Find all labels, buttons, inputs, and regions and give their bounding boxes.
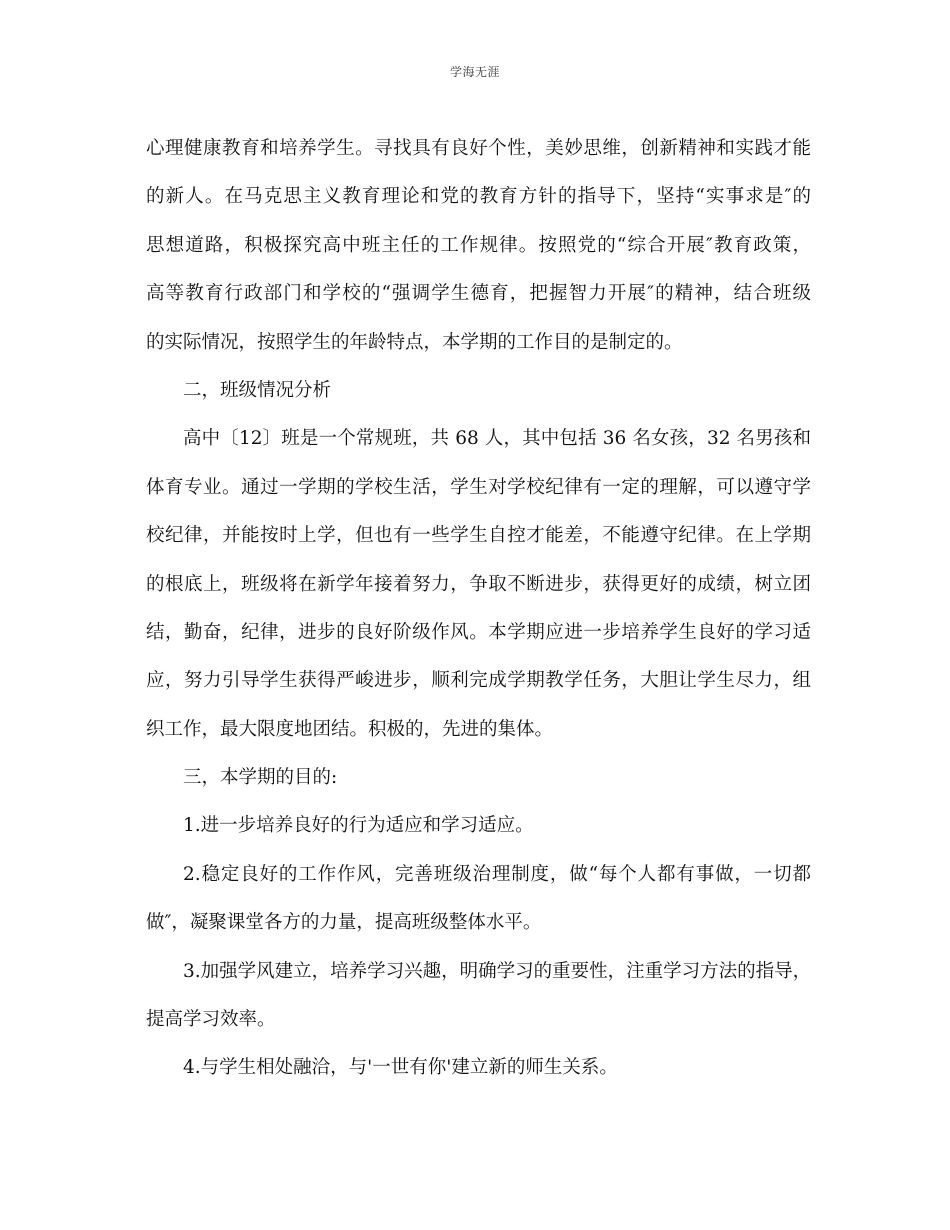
- text-line: 结，勤奋，纪律，进步的良好阶级作风。本学期应进一步培养学生良好的学习适: [146, 621, 811, 643]
- text-line: 思想道路，积极探究高中班主任的工作规律。按照党的“综合开展″教育政策，: [146, 234, 811, 256]
- text-line: 做″，凝聚课堂各方的力量，提高班级整体水平。: [146, 912, 542, 934]
- section-heading: 三，本学期的目的:: [183, 767, 338, 789]
- list-item: 1.进一步培养良好的行为适应和学习适应。: [183, 815, 534, 837]
- text-line: 的实际情况，按照学生的年龄特点，本学期的工作目的是制定的。: [146, 331, 683, 353]
- list-item: 4.与学生相处融洽，与'一世有你'建立新的师生关系。: [183, 1057, 618, 1079]
- text-line: 心理健康教育和培养学生。寻找具有良好个性，美妙思维，创新精神和实践才能: [146, 138, 811, 159]
- text-line: 织工作，最大限度地团结。积极的，先进的集体。: [146, 718, 554, 740]
- section-heading: 二，班级情况分析: [183, 379, 332, 401]
- text-line: 高中〔12〕班是一个常规班，共 68 人，其中包括 36 名女孩，32 名男孩和: [183, 428, 811, 450]
- text-line: 提高学习效率。: [146, 1009, 276, 1031]
- text-line: 高等教育行政部门和学校的“强调学生德育，把握智力开展″的精神，结合班级: [146, 283, 811, 305]
- list-item: 2.稳定良好的工作作风，完善班级治理制度，做“每个人都有事做，一切都: [183, 863, 811, 885]
- text-line: 的根底上，班级将在新学年接着努力，争取不断进步，获得更好的成绩，树立团: [146, 573, 811, 595]
- text-line: 校纪律，并能按时上学，但也有一些学生自控才能差，不能遵守纪律。在上学期: [146, 525, 811, 547]
- text-line: 应，努力引导学生获得严峻进步，顺利完成学期教学任务，大胆让学生尽力，组: [146, 670, 811, 692]
- text-line: 的新人。在马克思主义教育理论和党的教育方针的指导下，坚持“实事求是″的: [146, 186, 811, 208]
- text-line: 体育专业。通过一学期的学校生活，学生对学校纪律有一定的理解，可以遵守学: [146, 476, 811, 498]
- list-item: 3.加强学风建立，培养学习兴趣，明确学习的重要性，注重学习方法的指导，: [183, 960, 811, 982]
- page-header: 学海无涯: [449, 65, 500, 79]
- document-body: [146, 125, 811, 1093]
